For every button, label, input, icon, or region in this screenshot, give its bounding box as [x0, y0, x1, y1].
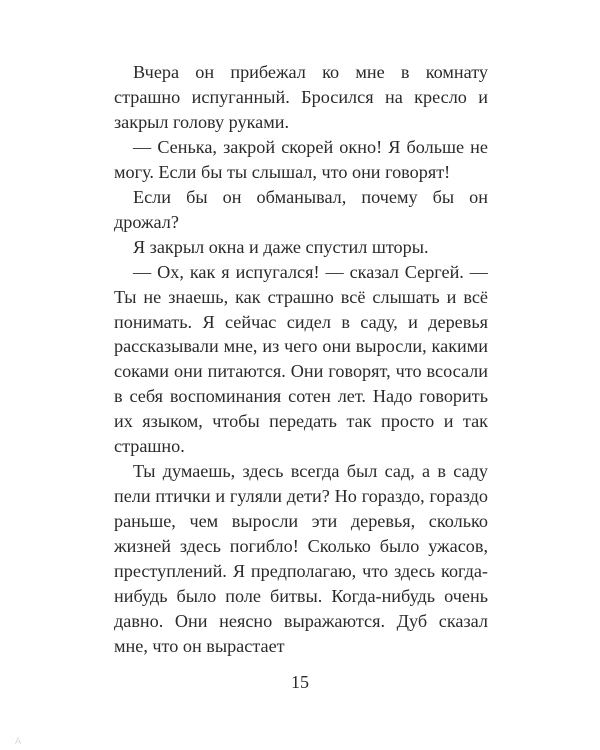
corner-mark: A: [15, 737, 22, 747]
paragraph: Я закрыл окна и даже спустил шторы.: [133, 236, 429, 257]
paragraph: Вчера он прибежал ко мне в комнату страшно испуганный. Бросился на кресло и закрыл голову руками.: [114, 62, 488, 132]
paragraph: Ты думаешь, здесь всегда был сад, а в саду пели птички и гуляли дети? Но гораздо, гораздо раньше, чем выросли эти деревья, сколько жизней здесь погибло! Сколько было ужасов, преступлений. Я предполагаю, что здесь когда-нибудь было поле битвы. Когда-нибудь очень давно. Они неясно выражаются. Дуб сказал мне, что он вырастает: [114, 461, 488, 656]
paragraph: Если бы он обманывал, почему бы он дрожал?: [114, 186, 488, 232]
paragraph: — Сенька, закрой скорей окно! Я больше не могу. Если бы ты слышал, что они говорят!: [114, 136, 488, 182]
body-text: [114, 60, 488, 659]
page-number: 15: [291, 672, 309, 692]
paragraph: — Ох, как я испугался! — сказал Сергей. — Ты не знаешь, как страшно всё слышать и всё понимать. Я сейчас сидел в саду, и деревья рассказывали мне, из чего они выросли, какими соками они питаются. Они говорят, что всосали в себя воспоминания сотен лет. Надо говорить их языком, чтобы передать так просто и так страшно.: [114, 261, 488, 457]
